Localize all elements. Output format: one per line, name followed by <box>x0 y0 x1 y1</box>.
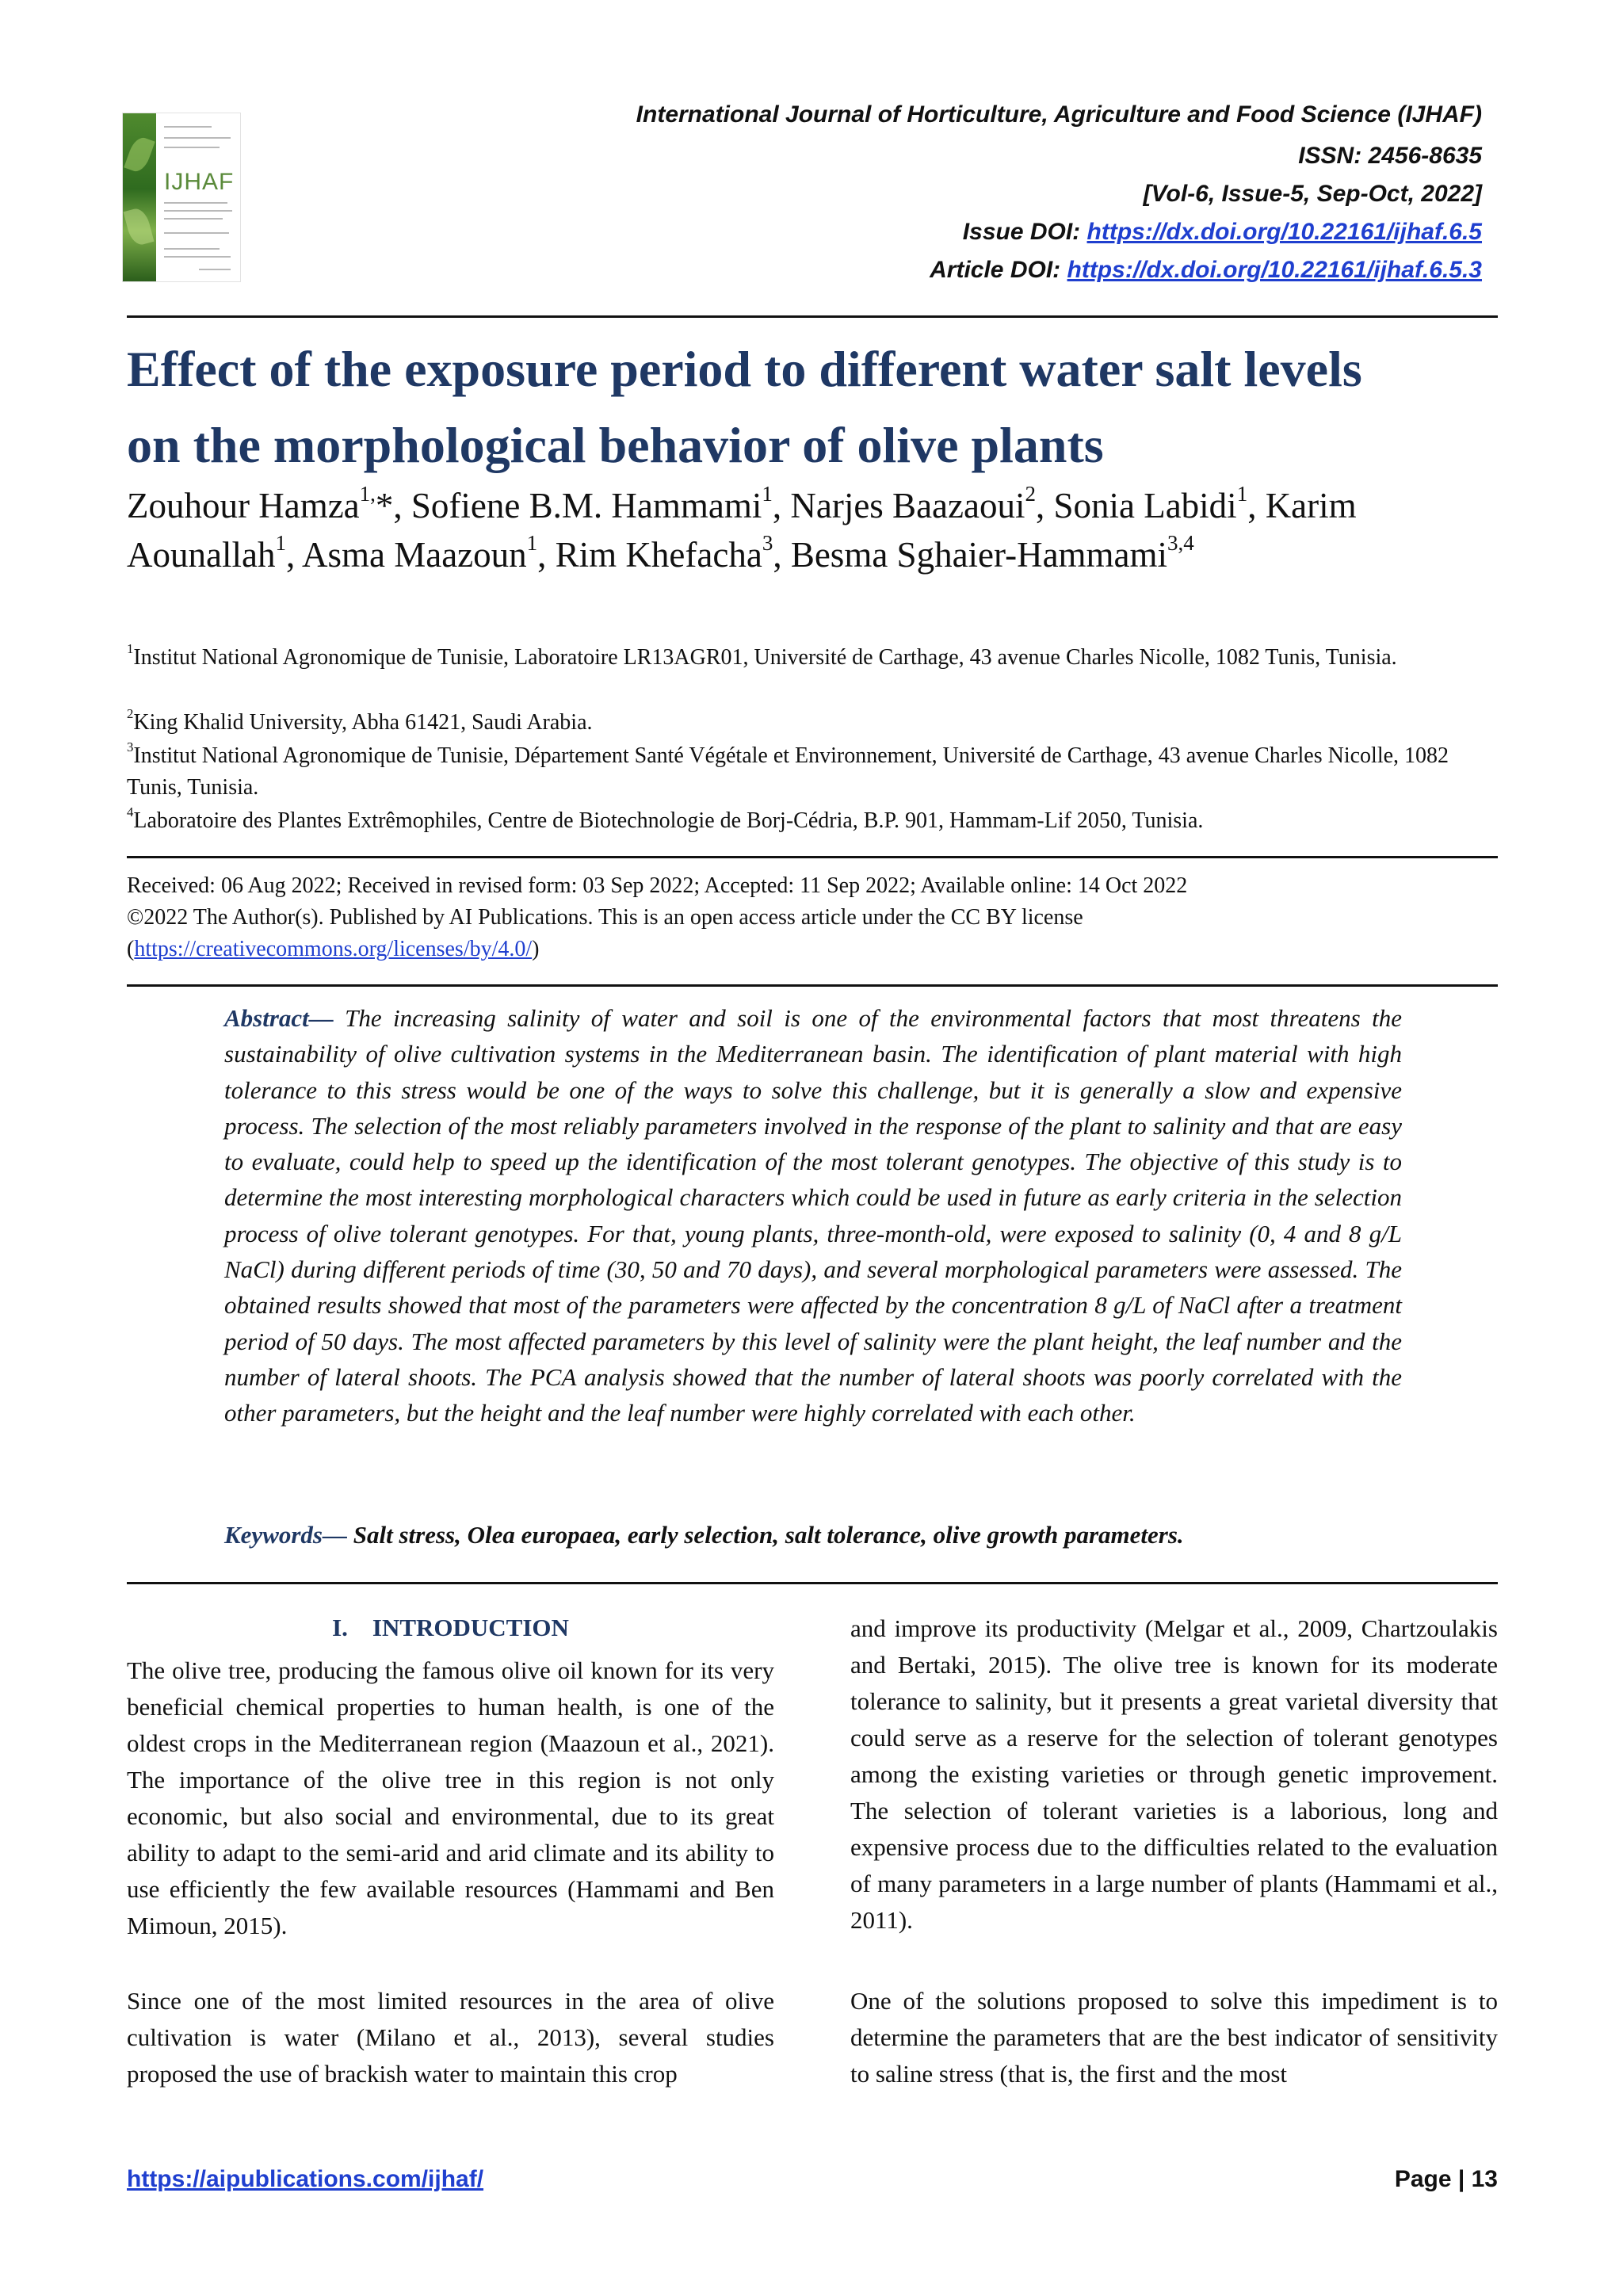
author <box>411 481 791 525</box>
author-separator: , <box>285 535 302 575</box>
article-doi <box>930 257 1482 284</box>
cover-text-line <box>164 248 220 250</box>
cover-text-line <box>164 137 231 139</box>
affiliation-2 <box>127 707 1506 739</box>
abstract <box>224 1000 1402 1431</box>
journal-volume: [Vol-6, Issue-5, Sep-Oct, 2022] <box>1143 181 1482 207</box>
author-name: Sonia Labidi <box>1053 486 1237 525</box>
cover-text-line <box>164 147 220 148</box>
title-line-2: on the morphological behavior of olive plants <box>127 417 1104 473</box>
author <box>555 530 791 575</box>
abstract-text: The increasing salinity of water and soil is one of the environmental factors that most threatens the sustainability of olive cultivation systems in the Mediterranean basin. The identification of plant material with high tolerance to this stress would be one of the ways to solve this challenge, but it is generally a slow and expensive process. The selection of the most reliably parameters involved in the response of the plant to salinity and that are easy to evaluate, could help to speed up the identification of the most tolerant genotypes. The objective of this study is to determine the most interesting morphological characters which could be used in future as early criteria in the selection process of olive tolerant genotypes. For that, young plants, three-month-old, were exposed to salinity (0, 4 and 8 g/L NaCl) during different periods of time (30, 50 and 70 days), and several morphological parameters were assessed. The obtained results showed that most of the parameters were affected by the concentration 8 g/L of NaCl after a treatment period of 50 days. The most affected parameters by this level of salinity were the plant height, the leaf number and the number of lateral shoots. The PCA analysis showed that the number of lateral shoots was poorly correlated with the other parameters, but the height and the leaf number were highly correlated with each other. <box>224 1004 1402 1427</box>
affiliation-3 <box>127 740 1506 804</box>
author-affiliation-marker: 1, <box>359 481 376 506</box>
author-separator: *, <box>375 486 411 525</box>
license-divider <box>127 984 1498 987</box>
author-affiliation-marker: 1 <box>275 530 286 555</box>
cover-logo: IJHAF <box>164 169 235 195</box>
journal-cover-thumbnail <box>122 113 241 282</box>
author-separator: , <box>772 486 791 525</box>
author <box>790 481 1054 525</box>
license-paren-close: ) <box>532 937 540 961</box>
author-affiliation-marker: 3 <box>762 530 773 555</box>
author-name: Asma Maazoun <box>301 535 527 575</box>
license-link[interactable]: https://creativecommons.org/licenses/by/4.0/ <box>134 937 533 961</box>
cover-text-line <box>199 269 231 270</box>
affiliation-text: Institut National Agronomique de Tunisie, Laboratoire LR13AGR01, Université de Carthage, 43 avenue Charles Nicolle, 1082 Tunis, Tunisia. <box>133 645 1397 670</box>
affiliation-4 <box>127 805 1506 837</box>
abstract-label: Abstract— <box>224 1004 334 1032</box>
body-paragraph: Since one of the most limited resources in the area of olive cultivation is water (Milano et al., 2013), several studies proposed the use of brackish water to maintain this crop <box>127 1987 774 2088</box>
affiliation-marker: 4 <box>127 804 134 820</box>
affiliation-marker: 1 <box>127 641 134 657</box>
affiliation-marker: 3 <box>127 739 134 755</box>
keywords-text: Salt stress, Olea europaea, early selection, salt tolerance, olive growth parameters. <box>347 1521 1184 1549</box>
author <box>301 530 556 575</box>
author <box>1053 481 1266 525</box>
author-affiliation-marker: 1 <box>762 481 773 506</box>
cover-text-line <box>164 126 212 128</box>
keywords-label: Keywords— <box>224 1521 347 1549</box>
affiliation-1 <box>127 642 1506 674</box>
author-name: Besma Sghaier-Hammami <box>790 535 1168 575</box>
author-affiliation-marker: 1 <box>526 530 538 555</box>
issue-doi-link[interactable]: https://dx.doi.org/10.22161/ijhaf.6.5 <box>1086 219 1482 245</box>
author-separator: , <box>1035 486 1054 525</box>
author-affiliation-marker: 1 <box>1236 481 1248 506</box>
section-heading-introduction: I. INTRODUCTION <box>332 1614 569 1641</box>
author <box>790 530 1194 575</box>
article-doi-link[interactable]: https://dx.doi.org/10.22161/ijhaf.6.5.3 <box>1067 257 1482 283</box>
affiliation-marker: 2 <box>127 706 134 722</box>
author-separator: , <box>1247 486 1266 525</box>
issue-doi-label: Issue DOI: <box>962 219 1087 245</box>
header-divider <box>127 315 1498 318</box>
cover-text-line <box>164 232 229 234</box>
page-number: Page | 13 <box>1394 2166 1498 2192</box>
author-name: Zouhour Hamza <box>127 486 360 525</box>
author-name: Karim Aounallah <box>127 486 1357 575</box>
license-paren-open: ( <box>127 937 135 961</box>
author-separator: , <box>773 535 791 575</box>
keywords <box>224 1517 1402 1553</box>
footer-journal-link[interactable]: https://aipublications.com/ijhaf/ <box>127 2166 484 2192</box>
journal-name: International Journal of Horticulture, Agriculture and Food Science (IJHAF) <box>636 101 1482 128</box>
affiliation-text: Laboratoire des Plantes Extrêmophiles, Centre de Biotechnologie de Borj-Cédria, B.P. 901, Hammam-Lif 2050, Tunisia. <box>133 808 1204 833</box>
issue-doi <box>963 219 1482 246</box>
affiliation-divider <box>127 856 1498 858</box>
affiliation-text: Institut National Agronomique de Tunisie, Département Santé Végétale et Environnement, Université de Carthage, 43 avenue Charles Nicolle, 1082 Tunis, Tunisia. <box>127 743 1449 800</box>
cover-text-line <box>164 202 227 204</box>
paper-title <box>127 331 1522 483</box>
cover-text-line <box>164 210 232 212</box>
body-paragraph: One of the solutions proposed to solve this impediment is to determine the parameters that are the best indicator of sensitivity to saline stress (that is, the first and the most <box>850 1987 1498 2088</box>
author-separator: , <box>537 535 556 575</box>
author-name: Narjes Baazaoui <box>790 486 1025 525</box>
cover-text-line <box>164 256 231 258</box>
received-dates: Received: 06 Aug 2022; Received in revised form: 03 Sep 2022; Accepted: 11 Sep 2022; Available online: 14 Oct 2022 <box>127 873 1188 898</box>
author-list <box>127 481 1506 579</box>
author-affiliation-marker: 2 <box>1025 481 1036 506</box>
body-paragraph: The olive tree, producing the famous olive oil known for its very beneficial chemical properties to human health, is one of the oldest crops in the Mediterranean region (Maazoun et al., 2021). The importance of the olive tree in this region is not only economic, but also social and environmental, due to its great ability to adapt to the semi-arid and arid climate and its ability to use efficiently the few available resources (Hammami and Ben Mimoun, 2015). <box>127 1656 774 1939</box>
affiliation-text: King Khalid University, Abha 61421, Saudi Arabia. <box>133 710 593 735</box>
cover-text-line <box>164 218 223 220</box>
author-name: Rim Khefacha <box>555 535 762 575</box>
journal-issn: ISSN: 2456-8635 <box>1298 143 1482 169</box>
license-link-line <box>127 934 540 965</box>
title-line-1: Effect of the exposure period to different water salt levels <box>127 341 1362 397</box>
abstract-divider <box>127 1582 1498 1584</box>
license-statement: ©2022 The Author(s). Published by AI Publications. This is an open access article under the CC BY license <box>127 905 1083 930</box>
author-name: Sofiene B.M. Hammami <box>411 486 762 525</box>
article-doi-label: Article DOI: <box>930 257 1067 283</box>
author <box>127 481 411 525</box>
author-affiliation-marker: 3,4 <box>1167 530 1194 555</box>
body-paragraph: and improve its productivity (Melgar et al., 2009, Chartzoulakis and Bertaki, 2015). The olive tree is known for its moderate tolerance to salinity, but it presents a great varietal diversity that could serve as a reserve for the selection of tolerant genotypes among the existing varieties or through genetic improvement. The selection of tolerant varieties is a laborious, long and expensive process due to the difficulties related to the evaluation of many parameters in a large number of plants (Hammami et al., 2011). <box>850 1614 1498 1934</box>
